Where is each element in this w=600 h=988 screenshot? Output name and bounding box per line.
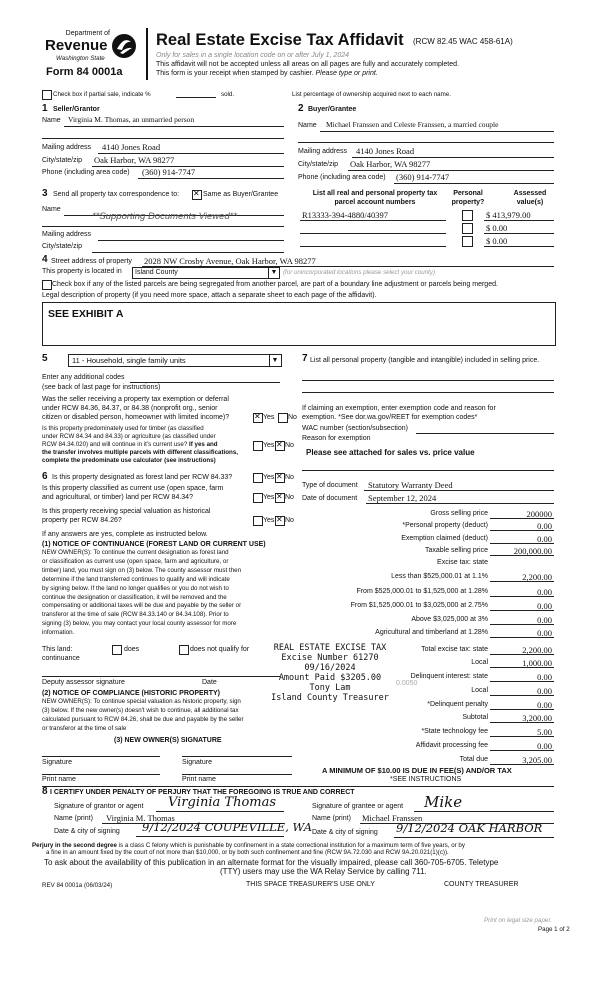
grantor-name-label: Name (print): [54, 815, 93, 822]
owner-sig-label-2: Signature: [182, 759, 212, 766]
timber-yes-label: Yes: [263, 442, 275, 449]
sec6-number: 6: [42, 471, 48, 482]
personal-property-line-1[interactable]: [302, 380, 554, 381]
continuance-text-line: continue the designation or classification, it will be removed and the: [42, 593, 227, 601]
county-select[interactable]: [132, 267, 280, 279]
parcel-header-1: List all real and personal property tax: [312, 190, 438, 197]
calc-value[interactable]: 0.00: [537, 615, 552, 625]
assessed-header-1: Assessed: [513, 190, 547, 197]
parcel-row-3-value[interactable]: $ 0.00: [486, 236, 508, 246]
compliance-text-line: or transferor at the time of sale: [42, 724, 127, 732]
timber-yes-checkbox[interactable]: [253, 441, 263, 451]
historic-no-label: No: [285, 517, 294, 524]
sec7-number: 7: [302, 353, 308, 364]
partial-sale-label: Check box if partial sale, indicate %: [53, 91, 151, 98]
q-exemption-1: Was the seller receiving a property tax exemption or deferral: [42, 396, 229, 403]
calc-label: From $1,525,000.01 to $3,025,000 at 2.75%: [350, 602, 488, 609]
seller-mail-label: Mailing address: [42, 144, 92, 151]
calc-label: Excise tax: state: [437, 559, 488, 566]
sec4-number: 4: [42, 254, 48, 265]
note-location: Only for sales in a single location code on or after July 1, 2024: [156, 52, 349, 59]
rcw-citation: (RCW 82.45 WAC 458-61A): [413, 37, 513, 46]
continuance-text-line: determine if the land transferred continues to qualify and will indicate: [42, 575, 230, 583]
forest-yes-checkbox[interactable]: [253, 473, 263, 483]
alt-format-2: (TTY) users may use the WA Relay Service by calling 711.: [220, 867, 427, 876]
same-as-buyer-label: Same as Buyer/Grantee: [203, 191, 279, 198]
buyer-city-line: [348, 170, 554, 171]
dept-of: Department of: [65, 30, 110, 37]
county-select-value: Island County: [135, 269, 178, 276]
personal-property-line-2[interactable]: [302, 392, 554, 393]
stamp-line-1: REAL ESTATE EXCISE TAX: [273, 643, 387, 653]
does-label: does: [124, 646, 140, 653]
doc-type-label: Type of document: [302, 482, 358, 489]
q-timber-2: under RCW 84.34 and 84.33) or agriculture (as classified under: [42, 433, 216, 440]
calc-label: *Delinquent penalty: [427, 701, 488, 708]
continuance-text-line: by signing below. If the land no longer qualifies or you do not wish to: [42, 584, 229, 592]
reason-line: [302, 470, 554, 471]
sec3-name-label: Name: [42, 206, 61, 213]
current-use-yes-checkbox[interactable]: [253, 493, 263, 503]
land-use-code-select[interactable]: [68, 354, 282, 367]
compliance-heading: (2) NOTICE OF COMPLIANCE (HISTORIC PROPERTY): [42, 690, 220, 697]
see-instructions: *SEE INSTRUCTIONS: [390, 776, 462, 783]
calc-label: Exemption claimed (deduct): [401, 535, 488, 542]
seller-phone-field[interactable]: (360) 914-7747: [142, 167, 196, 177]
page-title: Real Estate Excise Tax Affidavit: [156, 31, 404, 49]
seller-mail-field[interactable]: 4140 Jones Road: [102, 142, 161, 152]
buyer-mail-line: [352, 157, 554, 158]
form-revision: REV 84 0001a (06/03/24): [42, 882, 113, 889]
parcel-row-2-line[interactable]: [300, 233, 446, 234]
sec3-number: 3: [42, 188, 48, 199]
calc-label: Less than $525,000.01 at 1.1%: [391, 573, 488, 580]
grantor-name-field[interactable]: Virginia M. Thomas: [106, 813, 175, 823]
perjury-line-1: [32, 842, 465, 849]
sec3-mail-line[interactable]: [98, 240, 284, 241]
county-treasurer-label: COUNTY TREASURER: [444, 881, 519, 888]
current-use-no-checkbox[interactable]: [275, 493, 285, 503]
parcel-row-1-value-line: [484, 220, 554, 221]
buyer-mail-label: Mailing address: [298, 148, 348, 155]
alt-format-1: To ask about the availability of this publication in an alternate format for the visually impaired, please call 360-705-6705. Teletype: [44, 858, 499, 867]
parcel-row-2-value[interactable]: $ 0.00: [486, 223, 508, 233]
calc-value[interactable]: 0.00: [537, 534, 552, 544]
deputy-signature-label: Deputy assessor signature: [42, 679, 125, 686]
seller-city-label: City/state/zip: [42, 157, 83, 164]
does-qualify-checkbox[interactable]: [112, 645, 122, 655]
grantee-name-field[interactable]: Michael Franssen: [362, 813, 423, 823]
additional-codes-field[interactable]: [130, 382, 280, 383]
exemption-no-checkbox[interactable]: [278, 413, 288, 423]
stamp-line-2: Excise Number 61270: [281, 653, 379, 663]
wac-label: WAC number (section/subsection): [302, 425, 408, 432]
current-use-no-label: No: [285, 494, 294, 501]
grantor-date-city[interactable]: 9/12/2024 COUPEVILLE, WA: [142, 820, 313, 834]
new-owner-sig-heading: (3) NEW OWNER(S) SIGNATURE: [114, 737, 222, 744]
grantor-date-label: Date & city of signing: [54, 828, 120, 835]
treasurer-stamp: [250, 643, 410, 703]
parcel-row-3-line[interactable]: [300, 246, 446, 247]
calc-value[interactable]: 1,000.00: [522, 658, 552, 668]
owner-print-label-2: Print name: [182, 776, 216, 783]
personal-header-1: Personal: [453, 190, 483, 197]
street-label: Street address of property: [51, 258, 132, 265]
segregated-checkbox[interactable]: [42, 280, 52, 290]
local-rate: 0.0050: [396, 680, 418, 687]
sec3-extra-line: [42, 226, 284, 227]
parcel-row-1-value[interactable]: $ 413,979.00: [486, 210, 531, 220]
unincorporated-note: (for unincorporated locations please select your county): [283, 269, 436, 276]
calc-label: Local: [471, 659, 488, 666]
minimum-due: A MINIMUM OF $10.00 IS DUE IN FEE(S) AND/OR TAX: [322, 766, 512, 775]
buyer-extra-line: [298, 142, 554, 143]
grantee-date-city[interactable]: 9/12/2024 OAK HARBOR: [396, 821, 543, 835]
calc-label: Subtotal: [462, 714, 488, 721]
grantee-sig-line: [414, 811, 554, 812]
note-accept: This affidavit will not be accepted unless all areas on all pages are fully and accurately completed.: [156, 61, 459, 68]
calc-value[interactable]: 200000: [526, 509, 552, 519]
assessed-header-2: value(s): [516, 199, 544, 206]
does-not-qualify-checkbox[interactable]: [179, 645, 189, 655]
sec3-label: Send all property tax correspondence to:: [53, 191, 180, 198]
q-timber-5: complete the predominate use calculator (see instructions): [42, 457, 216, 464]
sec8-number: 8: [42, 786, 48, 797]
calc-value[interactable]: 0.00: [537, 700, 552, 710]
q-forest: Is this property designated as forest land per RCW 84.33?: [52, 474, 233, 481]
additional-codes-label: Enter any additional codes: [42, 374, 125, 381]
certify-statement: I CERTIFY UNDER PENALTY OF PERJURY THAT THE FOREGOING IS TRUE AND CORRECT: [50, 789, 355, 796]
stamp-line-6: Island County Treasurer: [271, 693, 389, 703]
buyer-phone-field[interactable]: (360) 914-7747: [396, 172, 450, 182]
sec3-city-label: City/state/zip: [42, 243, 83, 250]
calc-value[interactable]: 5.00: [537, 727, 552, 737]
doc-date-field[interactable]: September 12, 2024: [368, 493, 437, 503]
seller-mail-line: [98, 153, 284, 154]
calc-value[interactable]: 0.00: [537, 628, 552, 638]
reason-value[interactable]: Please see attached for sales vs. price value: [306, 448, 475, 457]
supporting-docs-stamp: **Supporting Documents Viewed**: [92, 211, 238, 222]
calc-label: Above $3,025,000 at 3%: [411, 616, 488, 623]
sec1-number: 1: [42, 103, 48, 114]
partial-sold-label: sold.: [221, 91, 235, 98]
chevron-down-icon[interactable]: ▼: [269, 355, 280, 366]
calc-value[interactable]: 0.00: [537, 686, 552, 696]
compliance-text-line: (3) below. If the new owner(s) doesn't wish to continue, all additional tax: [42, 706, 239, 714]
grantor-sig-line: [156, 811, 284, 812]
grantee-date-line: [394, 837, 554, 838]
wac-field[interactable]: [416, 433, 554, 434]
current-use-yes-label: Yes: [263, 494, 275, 501]
note-type-print: Please type or print.: [315, 70, 378, 77]
same-as-buyer-checkbox[interactable]: [192, 190, 202, 200]
owner-print-line-2[interactable]: [182, 774, 292, 775]
doc-date-label: Date of document: [302, 495, 358, 502]
continuance-text-line: information.: [42, 629, 75, 637]
grantor-sig-label: Signature of grantor or agent: [54, 803, 144, 810]
sec3-mail-label: Mailing address: [42, 231, 92, 238]
seller-name-line: [64, 126, 284, 127]
seller-phone-line: [138, 178, 284, 179]
doc-type-field[interactable]: Statutory Warranty Deed: [368, 480, 453, 490]
parcel-row-1-number[interactable]: R13333-394-4880/40397: [302, 210, 388, 220]
q-historic-1: Is this property receiving special valuation as historical: [42, 508, 211, 515]
calc-label: Agricultural and timberland at 1.28%: [375, 629, 488, 636]
seller-extra-line: [42, 138, 284, 139]
doc-type-line: [364, 490, 554, 491]
continuance-text-line: NEW OWNER(S): To continue the current designation as forest land: [42, 549, 229, 556]
dor-logo-icon: [111, 33, 137, 59]
compliance-text-line: NEW OWNER(S): To continue special valuation as historic property, sign: [42, 698, 241, 705]
q-timber-1: Is this property predominately used for timber (as classified: [42, 425, 204, 432]
calc-label: Affidavit processing fee: [415, 742, 488, 749]
exemption-note-1: If claiming an exemption, enter exemption code and reason for: [302, 405, 496, 412]
buyer-phone-line: [394, 183, 554, 184]
parcel-header-2: parcel account numbers: [334, 199, 416, 206]
q-timber-3-text: RCW 84.34.020) and will continue in it's current use?: [42, 441, 188, 448]
calc-value[interactable]: 0.00: [537, 741, 552, 751]
calc-value[interactable]: 0.00: [537, 587, 552, 597]
q-current-use-2: and agricultural, or timber) land per RCW 84.34?: [42, 494, 193, 501]
deputy-date-label: Date: [202, 679, 217, 686]
owner-print-line-1[interactable]: [42, 774, 160, 775]
calc-value[interactable]: 0.00: [537, 521, 552, 531]
calc-value[interactable]: 3,205.00: [522, 755, 552, 765]
parcel-row-1-personal-checkbox[interactable]: [462, 210, 473, 221]
sec2-number: 2: [298, 103, 304, 114]
continuance-text-line: timber) land, you must sign on (3) below. The county assessor must then: [42, 566, 242, 574]
perjury-line-2: a fine in an amount fixed by the court of not more than $10,000, or by both such confinement and fine (RCW 9A.72.030 and RCW 9A.20.021(1)(c)).: [46, 849, 449, 856]
calc-value[interactable]: 2,200.00: [522, 572, 552, 582]
street-field[interactable]: 2028 NW Crosby Avenue, Oak Harbor, WA 98277: [144, 256, 316, 266]
buyer-heading: Buyer/Grantee: [308, 106, 357, 113]
sec8-rule: [42, 786, 554, 787]
q-timber-3: [42, 441, 218, 448]
continuance-heading: (1) NOTICE OF CONTINUANCE (FOREST LAND OR CURRENT USE): [42, 541, 266, 548]
seller-city-field[interactable]: Oak Harbor, WA 98277: [94, 155, 175, 165]
owner-sig-line-2[interactable]: [182, 756, 292, 757]
calc-label: *Personal property (deduct): [402, 522, 488, 529]
historic-yes-label: Yes: [263, 517, 275, 524]
buyer-mail-field[interactable]: 4140 Jones Road: [356, 146, 415, 156]
parcel-row-2-value-line: [484, 233, 554, 234]
note-receipt: [156, 70, 378, 77]
ownership-note: List percentage of ownership acquired next to each name.: [292, 91, 451, 98]
calc-value[interactable]: 3,200.00: [522, 713, 552, 723]
legal-description-text: SEE EXHIBIT A: [48, 308, 124, 320]
note-receipt-text: This form is your receipt when stamped by cashier.: [156, 70, 316, 77]
continuance-text-line: or classification as current use (open space, farm and agriculture, or: [42, 557, 229, 565]
owner-print-label-1: Print name: [42, 776, 76, 783]
calc-label: Gross selling price: [430, 510, 488, 517]
q-exemption-2: under RCW 84.36, 84.37, or 84.38 (nonprofit org., senior: [42, 405, 218, 412]
compliance-text-line: calculated pursuant to RCW 84.26, shall be due and payable by the seller: [42, 715, 244, 723]
sec5-number: 5: [42, 353, 48, 364]
calc-label: *State technology fee: [421, 728, 488, 735]
exemption-yes-checkbox[interactable]: [253, 413, 263, 423]
stamp-line-5: Tony Lam: [309, 683, 351, 693]
q-timber-4: the transfer involves multiple parcels with different classifications,: [42, 449, 238, 456]
legal-paper-note: Print on legal size paper.: [484, 917, 552, 924]
grantee-sig-label: Signature of grantee or agent: [312, 803, 404, 810]
treasurer-use-label: THIS SPACE TREASURER'S USE ONLY: [246, 881, 375, 888]
stamp-line-4: Amount Paid $3205.00: [278, 673, 382, 683]
partial-percent-field[interactable]: [176, 97, 216, 98]
grantee-name-label: Name (print): [312, 815, 351, 822]
historic-yes-checkbox[interactable]: [253, 516, 263, 526]
page-number: Page 1 of 2: [538, 926, 570, 933]
sec7-label: List all personal property (tangible and intangible) included in selling price.: [310, 357, 540, 364]
grantee-date-label: Date & city of signing: [312, 829, 378, 836]
calc-value[interactable]: 2,200.00: [522, 645, 552, 655]
calc-value[interactable]: 0.00: [537, 601, 552, 611]
forest-yes-label: Yes: [263, 474, 275, 481]
partial-sale-checkbox[interactable]: [42, 90, 52, 100]
buyer-city-field[interactable]: Oak Harbor, WA 98277: [350, 159, 431, 169]
exemption-note-2: exemption. *See dor.wa.gov/REET for exemption codes*: [302, 414, 478, 421]
form-number: Form 84 0001a: [46, 66, 123, 78]
this-land-label: This land:: [42, 646, 73, 653]
grantor-signature[interactable]: Virginia Thomas: [168, 795, 277, 810]
land-use-code-value: 11 - Household, single family units: [72, 356, 186, 365]
legal-description-label: Legal description of property (if you need more space, attach a separate sheet to each page of the affidavit).: [42, 292, 377, 299]
calc-label: From $525,000.01 to $1,525,000 at 1.28%: [356, 588, 488, 595]
legal-description-box[interactable]: [42, 302, 556, 346]
forest-no-label: No: [285, 474, 294, 481]
seller-phone-label: Phone (including area code): [42, 169, 130, 176]
calc-label: Delinquent interest: state: [410, 673, 488, 680]
reason-label: Reason for exemption: [302, 435, 371, 442]
located-label: This property is located in: [42, 268, 122, 275]
q-timber-3-bold: If yes and: [189, 441, 218, 448]
historic-no-checkbox[interactable]: [275, 516, 285, 526]
timber-no-checkbox[interactable]: [275, 441, 285, 451]
owner-sig-label-1: Signature: [42, 759, 72, 766]
chevron-down-icon[interactable]: ▼: [268, 268, 279, 278]
segregated-label: Check box if any of the listed parcels are being segregated from another parcel, are part of a boundary line adjustment or parcels being merged.: [52, 281, 498, 288]
calc-label: Taxable selling price: [424, 547, 488, 554]
exemption-no-label: No: [288, 414, 297, 421]
continuance-text-line: signing (3) below, you may contact your local county assessor for more: [42, 620, 237, 628]
buyer-phone-label: Phone (including area code): [298, 174, 386, 181]
dept-revenue: Revenue: [45, 37, 108, 54]
parcel-row-1-line: [300, 220, 446, 221]
stamp-line-3: 09/16/2024: [304, 663, 356, 673]
exemption-yes-label: Yes: [263, 414, 275, 421]
grantor-date-line: [136, 836, 284, 837]
calc-label: Total excise tax: state: [421, 646, 488, 653]
dept-state: Washington State: [56, 55, 105, 62]
q-historic-2: property per RCW 84.26?: [42, 517, 122, 524]
forest-no-checkbox[interactable]: [275, 473, 285, 483]
doc-date-line: [366, 503, 554, 504]
perjury-text: is a class C felony which is punishable by confinement in a state correctional institution for a maximum term of five years, or by: [116, 842, 465, 849]
sec3-city-line[interactable]: [92, 252, 284, 253]
grantee-signature[interactable]: Mike: [424, 793, 463, 811]
parcel-row-3-value-line: [484, 246, 554, 247]
parcel-row-3-personal-checkbox[interactable]: [462, 236, 473, 247]
continuance-text-line: compensating or additional taxes will be due and payable by the seller or: [42, 602, 242, 610]
calc-value[interactable]: 0.00: [537, 672, 552, 682]
header-divider: [146, 28, 148, 80]
does-not-label: does not qualify for: [190, 646, 250, 653]
owner-sig-line-1[interactable]: [42, 756, 160, 757]
deputy-signature-line[interactable]: [42, 676, 280, 677]
q-current-use-1: Is this property classified as current use (open space, farm: [42, 485, 224, 492]
continuance-label: continuance: [42, 655, 80, 662]
parcel-row-2-personal-checkbox[interactable]: [462, 223, 473, 234]
calc-label: Local: [471, 687, 488, 694]
q-exemption-3: citizen or disabled person, homeowner with limited income)?: [42, 414, 230, 421]
any-yes-note: If any answers are yes, complete as instructed below.: [42, 531, 208, 538]
seller-heading: Seller/Grantor: [53, 106, 100, 113]
calc-label: Total due: [459, 756, 488, 763]
perjury-bold: Perjury in the second degree: [32, 842, 117, 849]
timber-no-label: No: [285, 442, 294, 449]
buyer-name-label: Name: [298, 122, 317, 129]
continuance-text-line: transferor at the time of sale (RCW 84.33.140 or 84.34.108). Prior to: [42, 611, 229, 619]
personal-header-2: property?: [451, 199, 485, 206]
seller-name-label: Name: [42, 117, 61, 124]
buyer-name-line: [320, 131, 554, 132]
buyer-city-label: City/state/zip: [298, 161, 339, 168]
see-back-note: (see back of last page for instructions): [42, 384, 161, 391]
seller-name-field[interactable]: Virginia M. Thomas, an unmarried person: [68, 115, 195, 124]
buyer-name-field[interactable]: Michael Franssen and Celeste Franssen, a married couple: [326, 120, 499, 129]
calc-value[interactable]: 200,000.00: [513, 546, 552, 556]
